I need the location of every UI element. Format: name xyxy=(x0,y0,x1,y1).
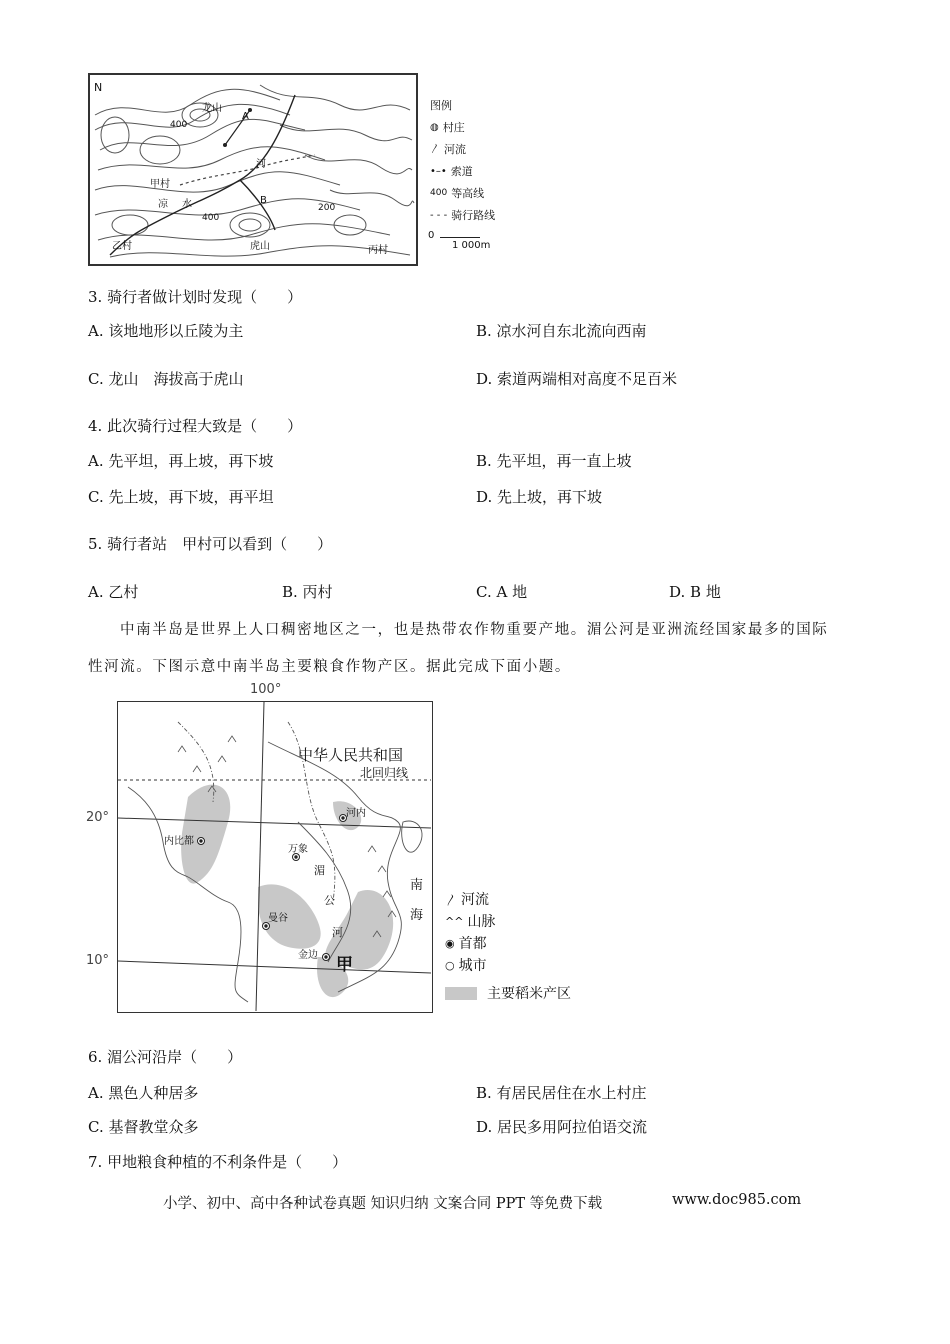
contour-map xyxy=(88,73,418,266)
bing-village-label: 丙村 xyxy=(368,245,388,256)
rice-area-swatch xyxy=(445,987,477,1000)
q3-option-a[interactable]: A. 该地地形以丘陵为主 xyxy=(88,322,244,340)
contour-label-200: 200 xyxy=(318,203,336,213)
q6-option-b[interactable]: B. 有居民居住在水上村庄 xyxy=(476,1084,647,1102)
legend-title: 图例 xyxy=(430,99,452,112)
river-icon: 〳 xyxy=(430,143,440,155)
legend-village: ◍ 村庄 xyxy=(430,116,495,138)
footer-url[interactable]: www.doc985.com xyxy=(672,1192,802,1208)
yi-village-label: 乙村 xyxy=(112,241,132,252)
legend-mountain: ^^ 山脉 xyxy=(445,914,496,930)
q5-stem: 5. 骑行者站 甲村可以看到（ ） xyxy=(88,535,333,553)
hushan-label: 虎山 xyxy=(250,241,270,252)
lon-100-label: 100° xyxy=(250,682,282,697)
q4-option-d[interactable]: D. 先上坡，再下坡 xyxy=(476,488,603,506)
mekong-char-gong: 公 xyxy=(324,894,335,907)
naypyidaw-label: 内比都 xyxy=(164,836,194,847)
q5-option-c[interactable]: C. A 地 xyxy=(476,583,528,601)
lat-20-label: 20° xyxy=(86,810,110,825)
mountain-icon: ^^ xyxy=(445,914,464,928)
contour-value: 400 xyxy=(430,187,448,198)
passage-line-2: 性河流。下图示意中南半岛主要粮食作物产区。据此完成下面小题。 xyxy=(88,659,571,675)
china-label: 中华人民共和国 xyxy=(298,746,404,764)
point-a-label: A xyxy=(242,111,249,122)
footer-text: 小学、初中、高中各种试卷真题 知识归纳 文案合同 PPT 等免费下载 xyxy=(163,1196,603,1212)
capital-icon: ◉ xyxy=(445,936,455,950)
longshan-label: 龙山 xyxy=(202,103,222,114)
q4-stem: 4. 此次骑行过程大致是（ ） xyxy=(88,417,303,435)
legend-route: - - - 骑行路线 xyxy=(430,204,495,226)
legend-capital: ◉ 首都 xyxy=(445,936,487,952)
south-sea-char-nan: 南 xyxy=(410,878,424,893)
q5-option-a[interactable]: A. 乙村 xyxy=(88,583,139,601)
scale-line xyxy=(440,237,480,238)
legend-city: ○ 城市 xyxy=(445,958,487,974)
scale-label: 1 000m xyxy=(452,240,491,251)
legend-rice: 主要稻米产区 xyxy=(445,982,571,1004)
lat-10-label: 10° xyxy=(86,953,110,968)
river-char-liang: 凉 xyxy=(158,199,168,210)
south-sea-char-hai: 海 xyxy=(410,908,424,923)
mekong-char-he: 河 xyxy=(332,926,343,939)
point-b-label: B xyxy=(260,195,267,206)
legend-contour: 400 等高线 xyxy=(430,182,495,204)
q5-option-d[interactable]: D. B 地 xyxy=(669,583,721,601)
river-icon: 〳 xyxy=(445,892,458,907)
route-icon: - - - xyxy=(430,209,448,221)
q3-stem: 3. 骑行者做计划时发现（ ） xyxy=(88,288,303,306)
village-icon: ◍ xyxy=(430,121,439,133)
hanoi-label: 河内 xyxy=(346,808,366,819)
tropic-of-cancer-label: 北回归线 xyxy=(360,766,409,780)
river-char-he: 河 xyxy=(256,159,266,170)
contour-map-drawing xyxy=(90,75,416,264)
city-icon: ○ xyxy=(445,958,455,972)
contour-label-400b: 400 xyxy=(202,213,220,223)
vientiane-label: 万象 xyxy=(288,844,308,855)
mekong-char-mei: 湄 xyxy=(314,864,325,877)
indochina-map-legend xyxy=(445,888,571,1004)
q6-option-a[interactable]: A. 黑色人种居多 xyxy=(88,1084,199,1102)
jia-village-label: 甲村 xyxy=(150,179,170,190)
q6-option-c[interactable]: C. 基督教堂众多 xyxy=(88,1118,199,1136)
q4-option-c[interactable]: C. 先上坡，再下坡，再平坦 xyxy=(88,488,274,506)
river-char-shui: 水 xyxy=(182,199,192,210)
contour-label-400a: 400 xyxy=(170,120,188,130)
q3-option-c[interactable]: C. 龙山 海拔高于虎山 xyxy=(88,370,244,388)
q6-stem: 6. 湄公河沿岸（ ） xyxy=(88,1048,243,1066)
cableway-icon: •–• xyxy=(430,165,447,177)
scale-zero: 0 xyxy=(428,230,435,241)
q3-option-d[interactable]: D. 索道两端相对高度不足百米 xyxy=(476,370,678,388)
legend-cableway: •–• 索道 xyxy=(430,160,495,182)
q4-option-b[interactable]: B. 先平坦，再一直上坡 xyxy=(476,452,632,470)
passage-line-1: 中南半岛是世界上人口稠密地区之一，也是热带农作物重要产地。湄公河是亚洲流经国家最多的国际 xyxy=(120,622,829,638)
legend-river: 〳 河流 xyxy=(430,138,495,160)
legend-river: 〳 河流 xyxy=(445,892,490,908)
phnom-penh-label: 金边 xyxy=(298,950,318,961)
q4-option-a[interactable]: A. 先平坦，再上坡，再下坡 xyxy=(88,452,274,470)
jia-area-label: 甲 xyxy=(336,955,353,975)
contour-map-legend xyxy=(430,95,495,226)
indochina-map xyxy=(117,701,433,1013)
north-arrow: N xyxy=(94,81,103,94)
q6-option-d[interactable]: D. 居民多用阿拉伯语交流 xyxy=(476,1118,648,1136)
q5-option-b[interactable]: B. 丙村 xyxy=(282,583,333,601)
q7-stem: 7. 甲地粮食种植的不利条件是（ ） xyxy=(88,1153,348,1171)
q3-option-b[interactable]: B. 凉水河自东北流向西南 xyxy=(476,322,647,340)
bangkok-label: 曼谷 xyxy=(268,913,288,924)
